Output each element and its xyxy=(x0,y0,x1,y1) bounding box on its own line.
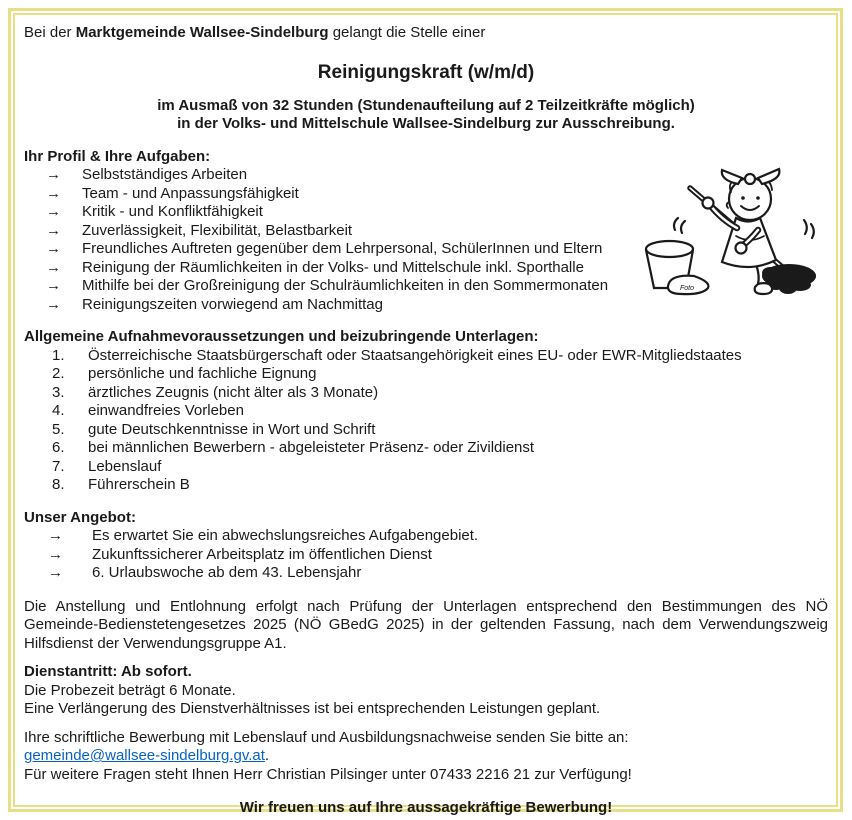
job-posting-document xyxy=(24,20,828,816)
subtitle-line-2: in der Volks- und Mittelschule Wallsee-Sindelburg zur Ausschreibung. xyxy=(177,115,675,132)
list-item: → Reinigung der Räumlichkeiten in der Volks- und Mittelschule inkl. Sporthalle xyxy=(46,258,584,276)
arrow-bullet-icon: → xyxy=(46,203,61,220)
intro-line xyxy=(24,24,828,43)
email-period: . xyxy=(264,747,270,764)
list-number: 1. xyxy=(52,346,65,364)
list-number: 8. xyxy=(52,476,65,493)
list-number: 3. xyxy=(52,383,65,401)
list-item: → Team - und Anpassungsfähigkeit xyxy=(46,184,299,202)
clipart-watermark: Foto xyxy=(680,285,695,292)
email-line xyxy=(24,747,828,766)
page-title: Reinigungskraft (w/m/d) xyxy=(317,61,535,83)
list-item: → Kritik - und Konfliktfähigkeit xyxy=(46,203,263,220)
list-item: → Zuverlässigkeit, Flexibilität, Belastbarkeit xyxy=(46,221,353,239)
arrow-bullet-icon: → xyxy=(46,166,61,183)
contact-line: Für weitere Fragen steht Ihnen Herr Christian Pilsinger unter 07433 2216 21 zur Verfügung! xyxy=(24,765,632,783)
list-number: 5. xyxy=(52,420,65,438)
list-item: 6. bei männlichen Bewerbern - abgeleisteter Präsenz- oder Zivildienst xyxy=(52,439,535,456)
arrow-bullet-icon: → xyxy=(46,240,61,257)
list-item: → 6. Urlaubswoche ab dem 43. Lebensjahr xyxy=(48,564,362,581)
list-item: → Freundliches Auftreten gegenüber dem Lehrpersonal, SchülerInnen und Eltern xyxy=(46,240,603,257)
cleaning-girl-clipart xyxy=(638,158,828,303)
arrow-bullet-icon: → xyxy=(46,184,61,202)
list-number: 6. xyxy=(52,439,65,456)
intro-suffix: gelangt die Stelle einer xyxy=(328,24,486,41)
arrow-bullet-icon: → xyxy=(48,545,63,563)
list-item: 8. Führerschein B xyxy=(52,476,190,493)
list-item: 4. einwandfreies Vorleben xyxy=(52,402,244,419)
list-item: → Es erwartet Sie ein abwechslungsreiches Aufgabengebiet. xyxy=(48,527,479,544)
arrow-bullet-icon: → xyxy=(46,295,61,313)
intro-organization: Marktgemeinde Wallsee-Sindelburg xyxy=(75,24,329,41)
start-block xyxy=(24,663,828,719)
intro-prefix: Bei der xyxy=(24,24,76,41)
list-number: 7. xyxy=(52,457,65,475)
requirements-heading: Allgemeine Aufnahmevoraussetzungen und beizubringende Unterlagen: xyxy=(24,328,539,345)
offer-heading: Unser Angebot: xyxy=(24,508,136,526)
application-block xyxy=(24,729,828,785)
arrow-bullet-icon: → xyxy=(46,258,61,276)
list-number: 4. xyxy=(52,402,65,419)
list-item: 3. ärztliches Zeugnis (nicht älter als 3 Monate) xyxy=(52,383,379,401)
list-item: → Reinigungszeiten vorwiegend am Nachmittag xyxy=(46,295,383,313)
application-instruction-line: Ihre schriftliche Bewerbung mit Lebenslauf und Ausbildungsnachweise senden Sie bitte an: xyxy=(24,728,629,746)
email-link[interactable]: gemeinde@wallsee-sindelburg.gv.at xyxy=(24,747,265,764)
list-item: → Selbstständiges Arbeiten xyxy=(46,166,248,183)
arrow-bullet-icon: → xyxy=(46,221,61,239)
list-item: 2. persönliche und fachliche Eignung xyxy=(52,365,317,382)
start-date-line: Dienstantritt: Ab sofort. xyxy=(24,663,192,680)
offer-list xyxy=(24,527,828,583)
subtitle xyxy=(24,97,828,134)
requirements-list xyxy=(24,347,828,495)
profile-heading: Ihr Profil & Ihre Aufgaben: xyxy=(24,147,211,165)
extension-line: Eine Verlängerung des Dienstverhältnisses ist bei entsprechenden Leistungen geplant. xyxy=(24,700,601,717)
list-item: 7. Lebenslauf xyxy=(52,457,162,475)
list-item: → Zukunftssicherer Arbeitsplatz im öffentlichen Dienst xyxy=(48,545,432,563)
closing-line: Wir freuen uns auf Ihre aussagekräftige Bewerbung! xyxy=(239,799,613,816)
list-item: 5. gute Deutschkenntnisse in Wort und Schrift xyxy=(52,420,376,438)
list-item: → Mithilfe bei der Großreinigung der Schulräumlichkeiten in den Sommermonaten xyxy=(46,277,609,294)
probation-line: Die Probezeit beträgt 6 Monate. xyxy=(24,681,236,699)
arrow-bullet-icon: → xyxy=(46,277,61,294)
subtitle-line-1: im Ausmaß von 32 Stunden (Stundenaufteilung auf 2 Teilzeitkräfte möglich) xyxy=(157,96,695,114)
list-number: 2. xyxy=(52,365,65,382)
arrow-bullet-icon: → xyxy=(48,527,63,544)
arrow-bullet-icon: → xyxy=(48,564,63,581)
list-item: 1. Österreichische Staatsbürgerschaft oder Staatsangehörigkeit eines EU- oder EWR-Mitgliedstaates xyxy=(52,346,742,364)
employment-terms-paragraph: Die Anstellung und Entlohnung erfolgt nach Prüfung der Unterlagen entsprechend den Bestimmungen des NÖ Gemeinde-Bedienstetengesetzes 2025 (NÖ GBedG 2025) in der geltenden Fassung, nach dem Verwendungszweig Hilfsdienst der Verwendungsgruppe A1. xyxy=(24,597,828,652)
